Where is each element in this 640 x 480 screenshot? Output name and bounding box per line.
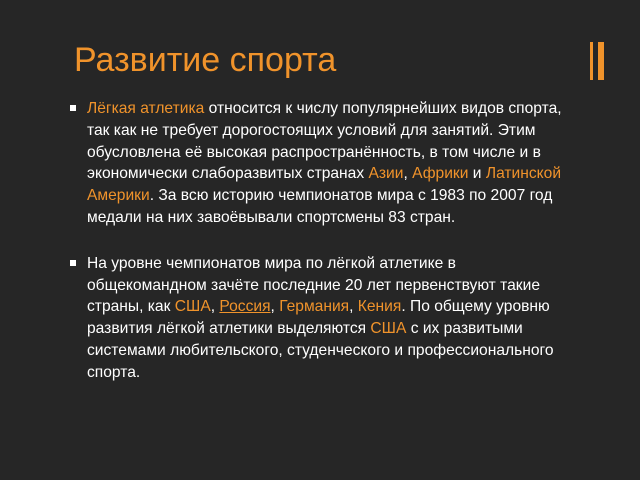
paragraph-text: . По общему уровню развития лёгкой атлетики выделяются bbox=[87, 298, 550, 338]
separator: , bbox=[403, 165, 413, 183]
decorative-bar-thin bbox=[590, 42, 593, 80]
separator: , bbox=[210, 298, 220, 316]
slide-title: Развитие спорта bbox=[74, 41, 337, 79]
link-athletics[interactable]: Лёгкая атлетика bbox=[87, 100, 205, 117]
slide-content bbox=[70, 98, 570, 408]
paragraph-world-championships bbox=[70, 253, 570, 384]
separator: и bbox=[468, 165, 486, 183]
link-asia[interactable]: Азии bbox=[368, 165, 404, 183]
paragraph-text: . За всю историю чемпионатов мира с 1983 по 2007 год медали на них завоёвывали спортсмены 83 стран. bbox=[87, 187, 553, 226]
separator: , bbox=[270, 298, 280, 316]
paragraph-text: На уровне чемпионатов мира по лёгкой атлетике в общекомандном зачёте последние 20 лет первенствуют такие страны, как bbox=[87, 254, 540, 316]
bullet-icon bbox=[70, 260, 76, 266]
link-russia[interactable]: Россия bbox=[219, 298, 271, 316]
link-latin-america[interactable]: Латинской Америки bbox=[87, 165, 562, 205]
paragraph-athletics bbox=[70, 98, 570, 229]
link-usa-2[interactable]: США bbox=[370, 320, 407, 338]
bullet-icon bbox=[70, 105, 76, 111]
decorative-bar-thick bbox=[598, 42, 604, 80]
paragraph-text: с их развитыми системами любительского, студенческого и профессионального спорта. bbox=[87, 320, 554, 381]
link-kenya[interactable]: Кения bbox=[357, 298, 402, 316]
paragraph-text: относится к числу популярнейших видов спорта, так как не требует дорогостоящих условий для занятий. Этим обусловлена её высокая распространённость, в том числе и в экономически слаборазвитых странах bbox=[87, 100, 562, 183]
separator: , bbox=[349, 298, 358, 316]
link-germany[interactable]: Германия bbox=[279, 298, 350, 316]
link-usa[interactable]: США bbox=[174, 298, 211, 316]
link-africa[interactable]: Африки bbox=[412, 165, 469, 183]
